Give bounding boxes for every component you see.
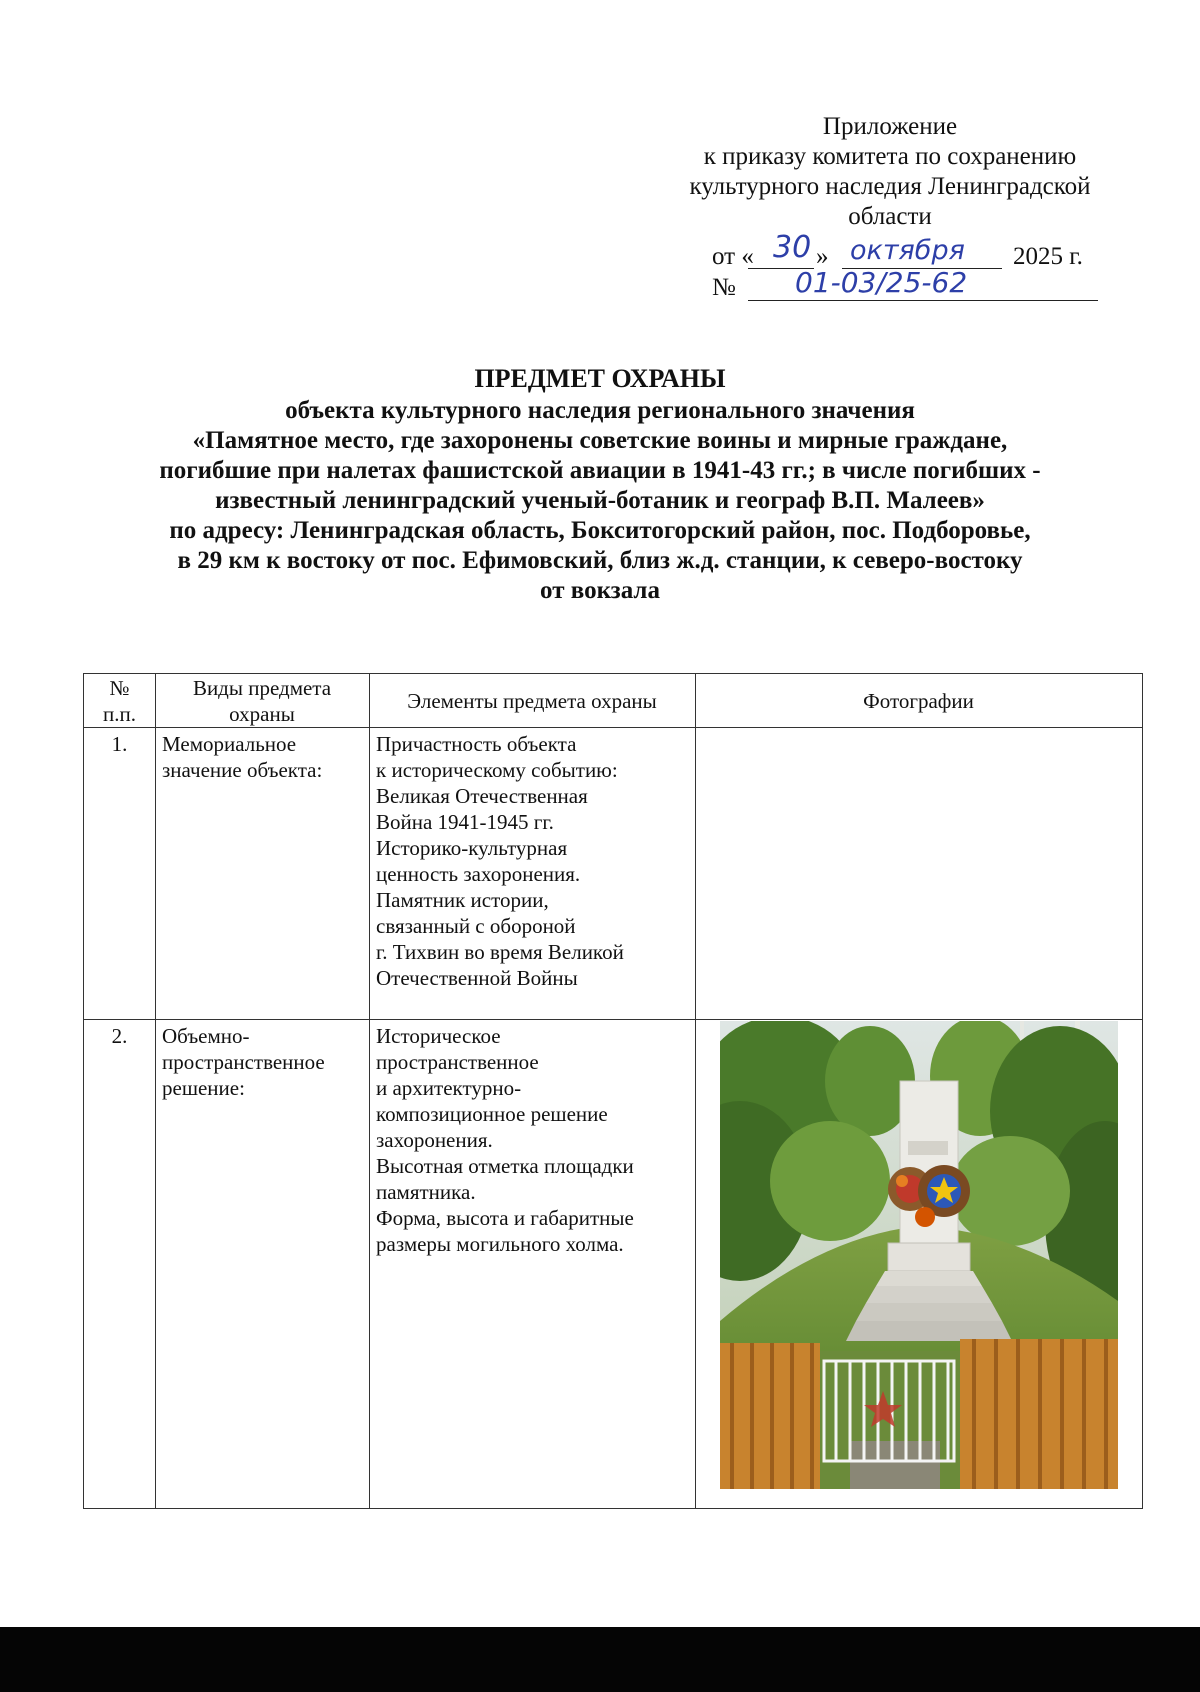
row-type bbox=[162, 1023, 367, 1101]
row-number: 1. bbox=[111, 732, 128, 756]
row-elements-line: пространственное bbox=[376, 1050, 539, 1074]
header-elements: Элементы предмета охраны bbox=[407, 688, 657, 713]
row-type-line: Мемориальное bbox=[162, 732, 297, 756]
heading-line: известный ленинградский ученый-ботаник и географ В.П. Малеев» bbox=[215, 487, 985, 514]
row-divider bbox=[84, 1019, 1142, 1020]
date-year: 2025 г. bbox=[1013, 243, 1083, 270]
row-type-line: значение объекта: bbox=[162, 758, 323, 782]
row-type bbox=[162, 731, 367, 783]
row-elements-line: Историческое bbox=[376, 1024, 501, 1048]
column-divider bbox=[369, 674, 370, 1508]
row-elements-line: Форма, высота и габаритные bbox=[376, 1206, 634, 1230]
row-elements-line: Отечественной Войны bbox=[376, 966, 578, 990]
row-elements-line: г. Тихвин во время Великой bbox=[376, 940, 624, 964]
row-elements-line: композиционное решение bbox=[376, 1102, 608, 1126]
row-elements-line: Война 1941-1945 гг. bbox=[376, 810, 554, 834]
row-elements-line: ценность захоронения. bbox=[376, 862, 581, 886]
row-elements-line: Высотная отметка площадки bbox=[376, 1154, 634, 1178]
document-heading bbox=[60, 364, 1140, 606]
row-elements bbox=[376, 1023, 692, 1257]
row-type-line: решение: bbox=[162, 1076, 245, 1100]
row-elements-line: к историческому событию: bbox=[376, 758, 618, 782]
appendix-line: Приложение bbox=[822, 113, 958, 140]
row-elements-line: размеры могильного холма. bbox=[376, 1232, 624, 1256]
memorial-photo bbox=[720, 1021, 1118, 1489]
row-divider bbox=[84, 727, 1142, 728]
appendix-line: к приказу комитета по сохранению bbox=[703, 143, 1077, 170]
row-elements bbox=[376, 731, 692, 991]
row-elements-line: Причастность объекта bbox=[376, 732, 577, 756]
number-blank bbox=[748, 300, 1098, 301]
heading-line: погибшие при налетах фашистской авиации в 1941-43 гг.; в числе погибших - bbox=[159, 457, 1041, 484]
heading-title: ПРЕДМЕТ ОХРАНЫ bbox=[474, 364, 726, 393]
header-number-line: № bbox=[109, 675, 130, 700]
row-elements-line: захоронения. bbox=[376, 1128, 493, 1152]
heading-line: по адресу: Ленинградская область, Бокситогорский район, пос. Подборовье, bbox=[169, 517, 1031, 544]
heading-line: от вокзала bbox=[540, 577, 660, 604]
appendix-line: области bbox=[848, 203, 932, 230]
handwritten-day: 30 bbox=[773, 230, 812, 265]
heading-line: объекта культурного наследия регионального значения bbox=[285, 397, 915, 424]
header-type bbox=[155, 674, 369, 727]
heading-line: в 29 км к востоку от пос. Ефимовский, близ ж.д. станции, к северо-востоку bbox=[177, 547, 1023, 574]
header-number-line: п.п. bbox=[103, 701, 136, 726]
row-elements-line: Великая Отечественная bbox=[376, 784, 588, 808]
column-divider bbox=[695, 674, 696, 1508]
row-elements-line: памятника. bbox=[376, 1180, 476, 1204]
header-type-line: Виды предмета bbox=[192, 675, 332, 700]
header-number bbox=[84, 674, 155, 727]
scan-border bbox=[0, 1627, 1200, 1692]
handwritten-month: октября bbox=[850, 235, 965, 266]
row-number: 2. bbox=[111, 1024, 128, 1048]
row-elements-line: и архитектурно- bbox=[376, 1076, 522, 1100]
row-type-line: пространственное bbox=[162, 1050, 325, 1074]
row-type-line: Объемно- bbox=[162, 1024, 250, 1048]
date-mid: » bbox=[816, 243, 829, 270]
appendix-header bbox=[650, 112, 1130, 232]
column-divider bbox=[155, 674, 156, 1508]
row-elements-line: Историко-культурная bbox=[376, 836, 568, 860]
row-elements-line: Памятник истории, bbox=[376, 888, 549, 912]
date-prefix: от « bbox=[712, 243, 754, 270]
row-elements-line: связанный с обороной bbox=[376, 914, 576, 938]
number-prefix: № bbox=[712, 274, 736, 301]
heading-line: «Памятное место, где захоронены советские воины и мирные граждане, bbox=[192, 427, 1008, 454]
handwritten-number: 01-03/25-62 bbox=[795, 266, 968, 299]
header-photos: Фотографии bbox=[863, 688, 974, 713]
header-type-line: охраны bbox=[229, 701, 295, 726]
appendix-line: культурного наследия Ленинградской bbox=[689, 173, 1091, 200]
